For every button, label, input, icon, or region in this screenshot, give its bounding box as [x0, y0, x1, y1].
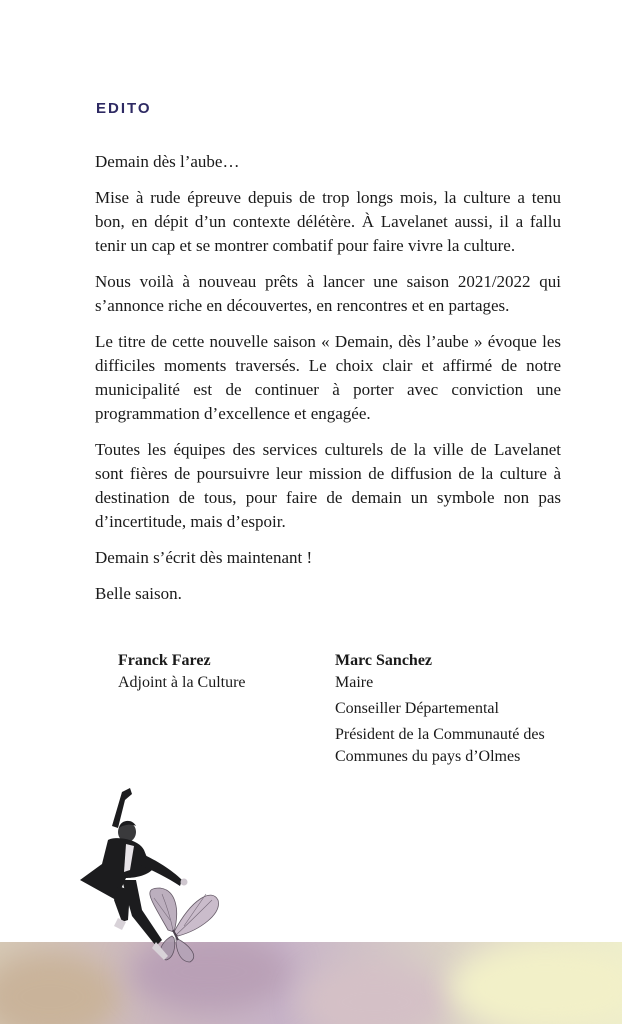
paragraph: Le titre de cette nouvelle saison « Demain, dès l’aube » évoque les difficiles moments traversés. Le choix clair et affirmé de notre municipalité est de continuer à porter avec conviction une programmation d’excellence et engagée.: [95, 332, 561, 423]
signature-block-right: [335, 650, 575, 772]
paragraph: Nous voilà à nouveau prêts à lancer une saison 2021/2022 qui s’annonce riche en découvertes, en rencontres et en partages.: [95, 272, 561, 315]
signature-name: Marc Sanchez: [335, 652, 433, 669]
paragraph: Mise à rude épreuve depuis de trop longs mois, la culture a tenu bon, en dépit d’un contexte délétère. À Lavelanet aussi, il a fallu tenir un cap et se montrer combatif pour faire vivre la culture.: [95, 188, 561, 255]
signature-role: Adjoint à la Culture: [118, 674, 246, 691]
signature-name: Franck Farez: [118, 652, 211, 669]
signature-role: Président de la Communauté des Communes du pays d’Olmes: [335, 726, 545, 765]
signature-block-left: [118, 650, 246, 698]
edito-body: [95, 150, 561, 618]
paragraph-closing: Belle saison.: [95, 584, 182, 603]
dancer-butterfly-illustration: [72, 780, 242, 980]
section-heading: EDITO: [96, 100, 152, 117]
paragraph: Toutes les équipes des services culturels de la ville de Lavelanet sont fières de poursuivre leur mission de diffusion de la culture à destination de tous, pour faire de demain un symbole non pas d’incertitude, mais d’espoir.: [95, 440, 561, 531]
signature-role: Maire: [335, 674, 374, 691]
paragraph: Demain s’écrit dès maintenant !: [95, 548, 313, 567]
dancer-figure: [80, 788, 188, 960]
signature-role: Conseiller Départemental: [335, 700, 499, 717]
paragraph-opening: Demain dès l’aube…: [95, 152, 240, 171]
